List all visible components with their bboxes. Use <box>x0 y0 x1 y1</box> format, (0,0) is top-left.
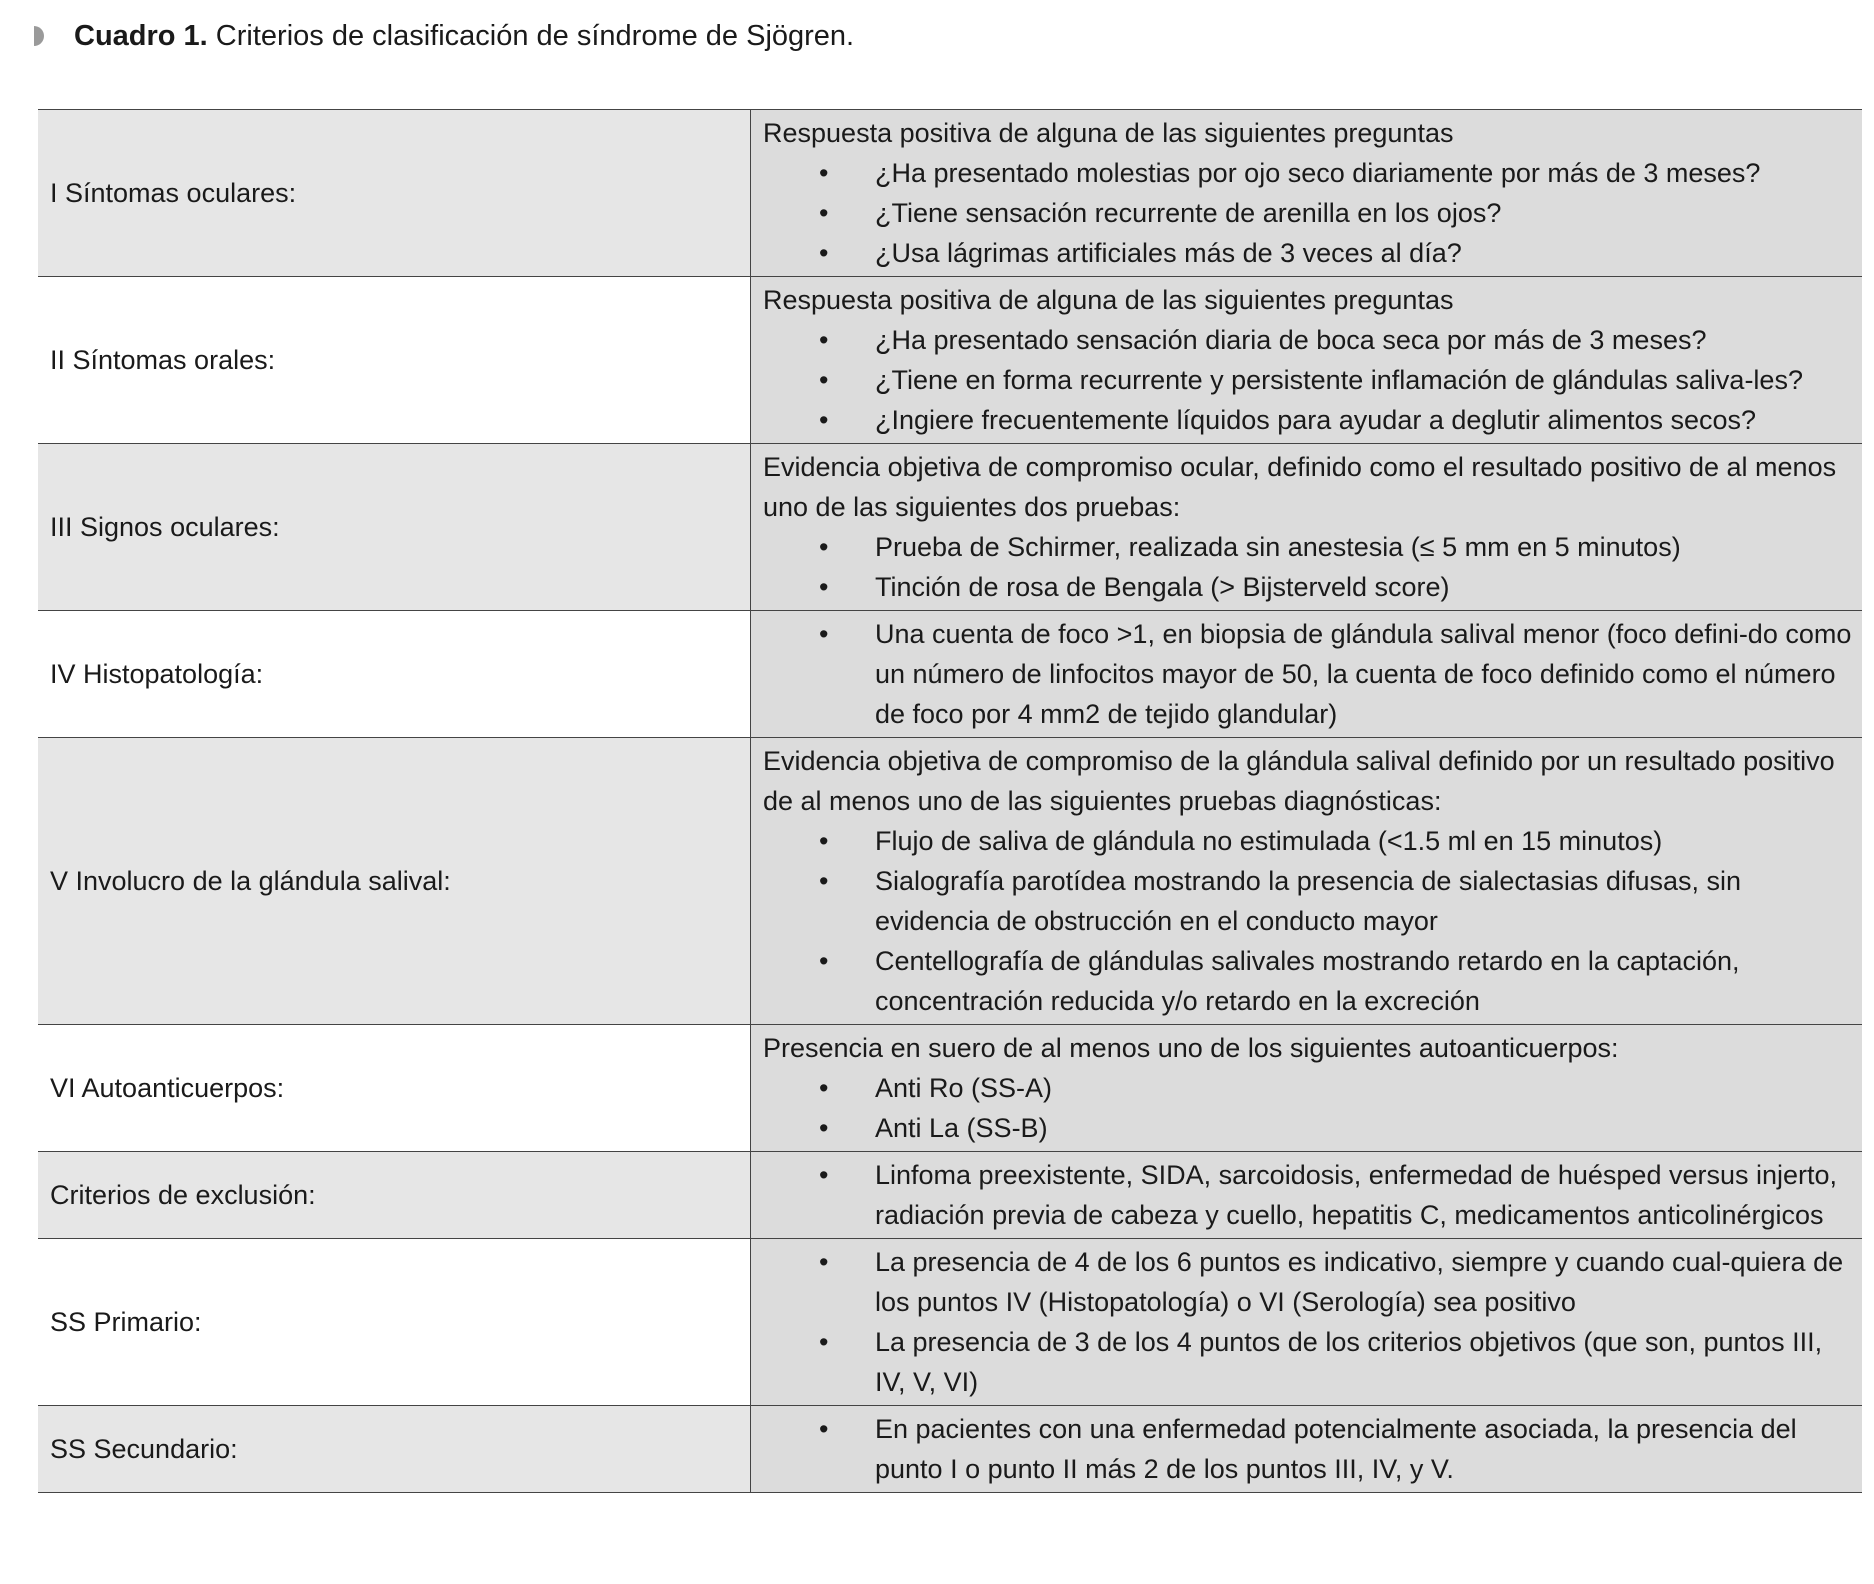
table-row <box>38 1406 1862 1493</box>
list-item-text: En pacientes con una enfermedad potencialmente asociada, la presencia del punto I o punto II más 2 de los puntos III, IV, y V. <box>875 1414 1797 1484</box>
list-item-text: Centellografía de glándulas salivales mostrando retardo en la captación, concentración reducida y/o retardo en la excreción <box>875 946 1740 1016</box>
table-row <box>38 1025 1862 1152</box>
list-item <box>763 193 1852 233</box>
criterion-name: SS Primario: <box>38 1239 751 1406</box>
bullet-icon: • <box>819 1414 829 1444</box>
bullet-icon: • <box>819 946 829 976</box>
bullet-icon: • <box>819 405 829 435</box>
list-item-text: La presencia de 3 de los 4 puntos de los criterios objetivos (que son, puntos III, IV, V, VI) <box>875 1327 1823 1397</box>
list-item <box>763 400 1852 440</box>
criterion-name: III Signos oculares: <box>38 444 751 611</box>
criterion-intro: Presencia en suero de al menos uno de los siguientes autoanticuerpos: <box>763 1033 1619 1063</box>
criterion-item-list <box>763 1068 1852 1148</box>
table-caption <box>34 16 854 56</box>
caption-label: Cuadro 1. <box>74 20 208 52</box>
list-item <box>763 360 1852 400</box>
list-item <box>763 1242 1852 1322</box>
criterion-intro: Respuesta positiva de alguna de las siguientes preguntas <box>763 285 1454 315</box>
list-item <box>763 1108 1852 1148</box>
table-row <box>38 611 1862 738</box>
list-item <box>763 1409 1852 1489</box>
caption-text: Criterios de clasificación de síndrome de Sjögren. <box>207 20 855 52</box>
table-row <box>38 444 1862 611</box>
criterion-name: Criterios de exclusión: <box>38 1152 751 1239</box>
list-item-text: Sialografía parotídea mostrando la presencia de sialectasias difusas, sin evidencia de obstrucción en el conducto mayor <box>875 866 1741 936</box>
criterion-name: V Involucro de la glándula salival: <box>38 738 751 1025</box>
table-row <box>38 1239 1862 1406</box>
caption-marker-icon <box>34 26 44 46</box>
criterion-detail <box>751 1239 1863 1406</box>
list-item-text: La presencia de 4 de los 6 puntos es indicativo, siempre y cuando cual-quiera de los puntos IV (Histopatología) o VI (Serología) sea positivo <box>875 1247 1844 1317</box>
criterion-detail <box>751 444 1863 611</box>
criterion-detail <box>751 738 1863 1025</box>
criterion-item-list <box>763 614 1852 734</box>
table-row <box>38 110 1862 277</box>
criterion-item-list <box>763 1155 1852 1235</box>
bullet-icon: • <box>819 1327 829 1357</box>
list-item-text: ¿Ha presentado sensación diaria de boca seca por más de 3 meses? <box>875 325 1707 355</box>
list-item <box>763 320 1852 360</box>
list-item <box>763 153 1852 193</box>
bullet-icon: • <box>819 619 829 649</box>
list-item <box>763 821 1852 861</box>
criterion-intro: Evidencia objetiva de compromiso de la glándula salival definido por un resultado positivo de al menos uno de las siguientes pruebas diagnósticas: <box>763 746 1835 816</box>
list-item-text: Flujo de saliva de glándula no estimulada (<1.5 ml en 15 minutos) <box>875 826 1663 856</box>
criterion-name: SS Secundario: <box>38 1406 751 1493</box>
table-row <box>38 277 1862 444</box>
bullet-icon: • <box>819 826 829 856</box>
list-item <box>763 941 1852 1021</box>
bullet-icon: • <box>819 365 829 395</box>
list-item-text: ¿Tiene en forma recurrente y persistente inflamación de glándulas saliva-les? <box>875 365 1803 395</box>
bullet-icon: • <box>819 866 829 896</box>
list-item-text: ¿Tiene sensación recurrente de arenilla en los ojos? <box>875 198 1502 228</box>
criterion-name: I Síntomas oculares: <box>38 110 751 277</box>
criterion-detail <box>751 1025 1863 1152</box>
list-item <box>763 861 1852 941</box>
criterion-detail <box>751 1152 1863 1239</box>
criterion-detail <box>751 1406 1863 1493</box>
bullet-icon: • <box>819 1160 829 1190</box>
criterion-item-list <box>763 527 1852 607</box>
list-item-text: Prueba de Schirmer, realizada sin anestesia (≤ 5 mm en 5 minutos) <box>875 532 1681 562</box>
list-item <box>763 233 1852 273</box>
list-item-text: Anti Ro (SS-A) <box>875 1073 1053 1103</box>
list-item-text: ¿Usa lágrimas artificiales más de 3 veces al día? <box>875 238 1462 268</box>
list-item-text: Anti La (SS-B) <box>875 1113 1048 1143</box>
table-row <box>38 738 1862 1025</box>
criterion-item-list <box>763 320 1852 440</box>
bullet-icon: • <box>819 1073 829 1103</box>
criterion-detail <box>751 611 1863 738</box>
criterion-item-list <box>763 1242 1852 1402</box>
list-item <box>763 1155 1852 1235</box>
list-item <box>763 614 1852 734</box>
list-item <box>763 567 1852 607</box>
criterion-item-list <box>763 1409 1852 1489</box>
bullet-icon: • <box>819 532 829 562</box>
bullet-icon: • <box>819 1113 829 1143</box>
list-item-text: Linfoma preexistente, SIDA, sarcoidosis, enfermedad de huésped versus injerto, radiación previa de cabeza y cuello, hepatitis C, medicamentos anticolinérgicos <box>875 1160 1838 1230</box>
list-item-text: Tinción de rosa de Bengala (> Bijsterveld score) <box>875 572 1450 602</box>
criterion-intro: Respuesta positiva de alguna de las siguientes preguntas <box>763 118 1454 148</box>
table-row <box>38 1152 1862 1239</box>
criterion-item-list <box>763 153 1852 273</box>
criteria-table-body <box>38 110 1862 1493</box>
bullet-icon: • <box>819 325 829 355</box>
list-item <box>763 1068 1852 1108</box>
bullet-icon: • <box>819 198 829 228</box>
criteria-table <box>38 109 1862 1493</box>
criterion-detail <box>751 110 1863 277</box>
bullet-icon: • <box>819 572 829 602</box>
list-item-text: Una cuenta de foco >1, en biopsia de glándula salival menor (foco defini-do como un número de linfocitos mayor de 50, la cuenta de foco definido como el número de foco por 4 mm2 de tejido glandular) <box>875 619 1852 729</box>
criterion-name: II Síntomas orales: <box>38 277 751 444</box>
bullet-icon: • <box>819 1247 829 1277</box>
bullet-icon: • <box>819 158 829 188</box>
list-item <box>763 527 1852 567</box>
criterion-name: IV Histopatología: <box>38 611 751 738</box>
list-item-text: ¿Ha presentado molestias por ojo seco diariamente por más de 3 meses? <box>875 158 1761 188</box>
criterion-name: VI Autoanticuerpos: <box>38 1025 751 1152</box>
list-item <box>763 1322 1852 1402</box>
criterion-item-list <box>763 821 1852 1021</box>
bullet-icon: • <box>819 238 829 268</box>
criterion-detail <box>751 277 1863 444</box>
criterion-intro: Evidencia objetiva de compromiso ocular, definido como el resultado positivo de al menos uno de las siguientes dos pruebas: <box>763 452 1837 522</box>
list-item-text: ¿Ingiere frecuentemente líquidos para ayudar a deglutir alimentos secos? <box>875 405 1757 435</box>
